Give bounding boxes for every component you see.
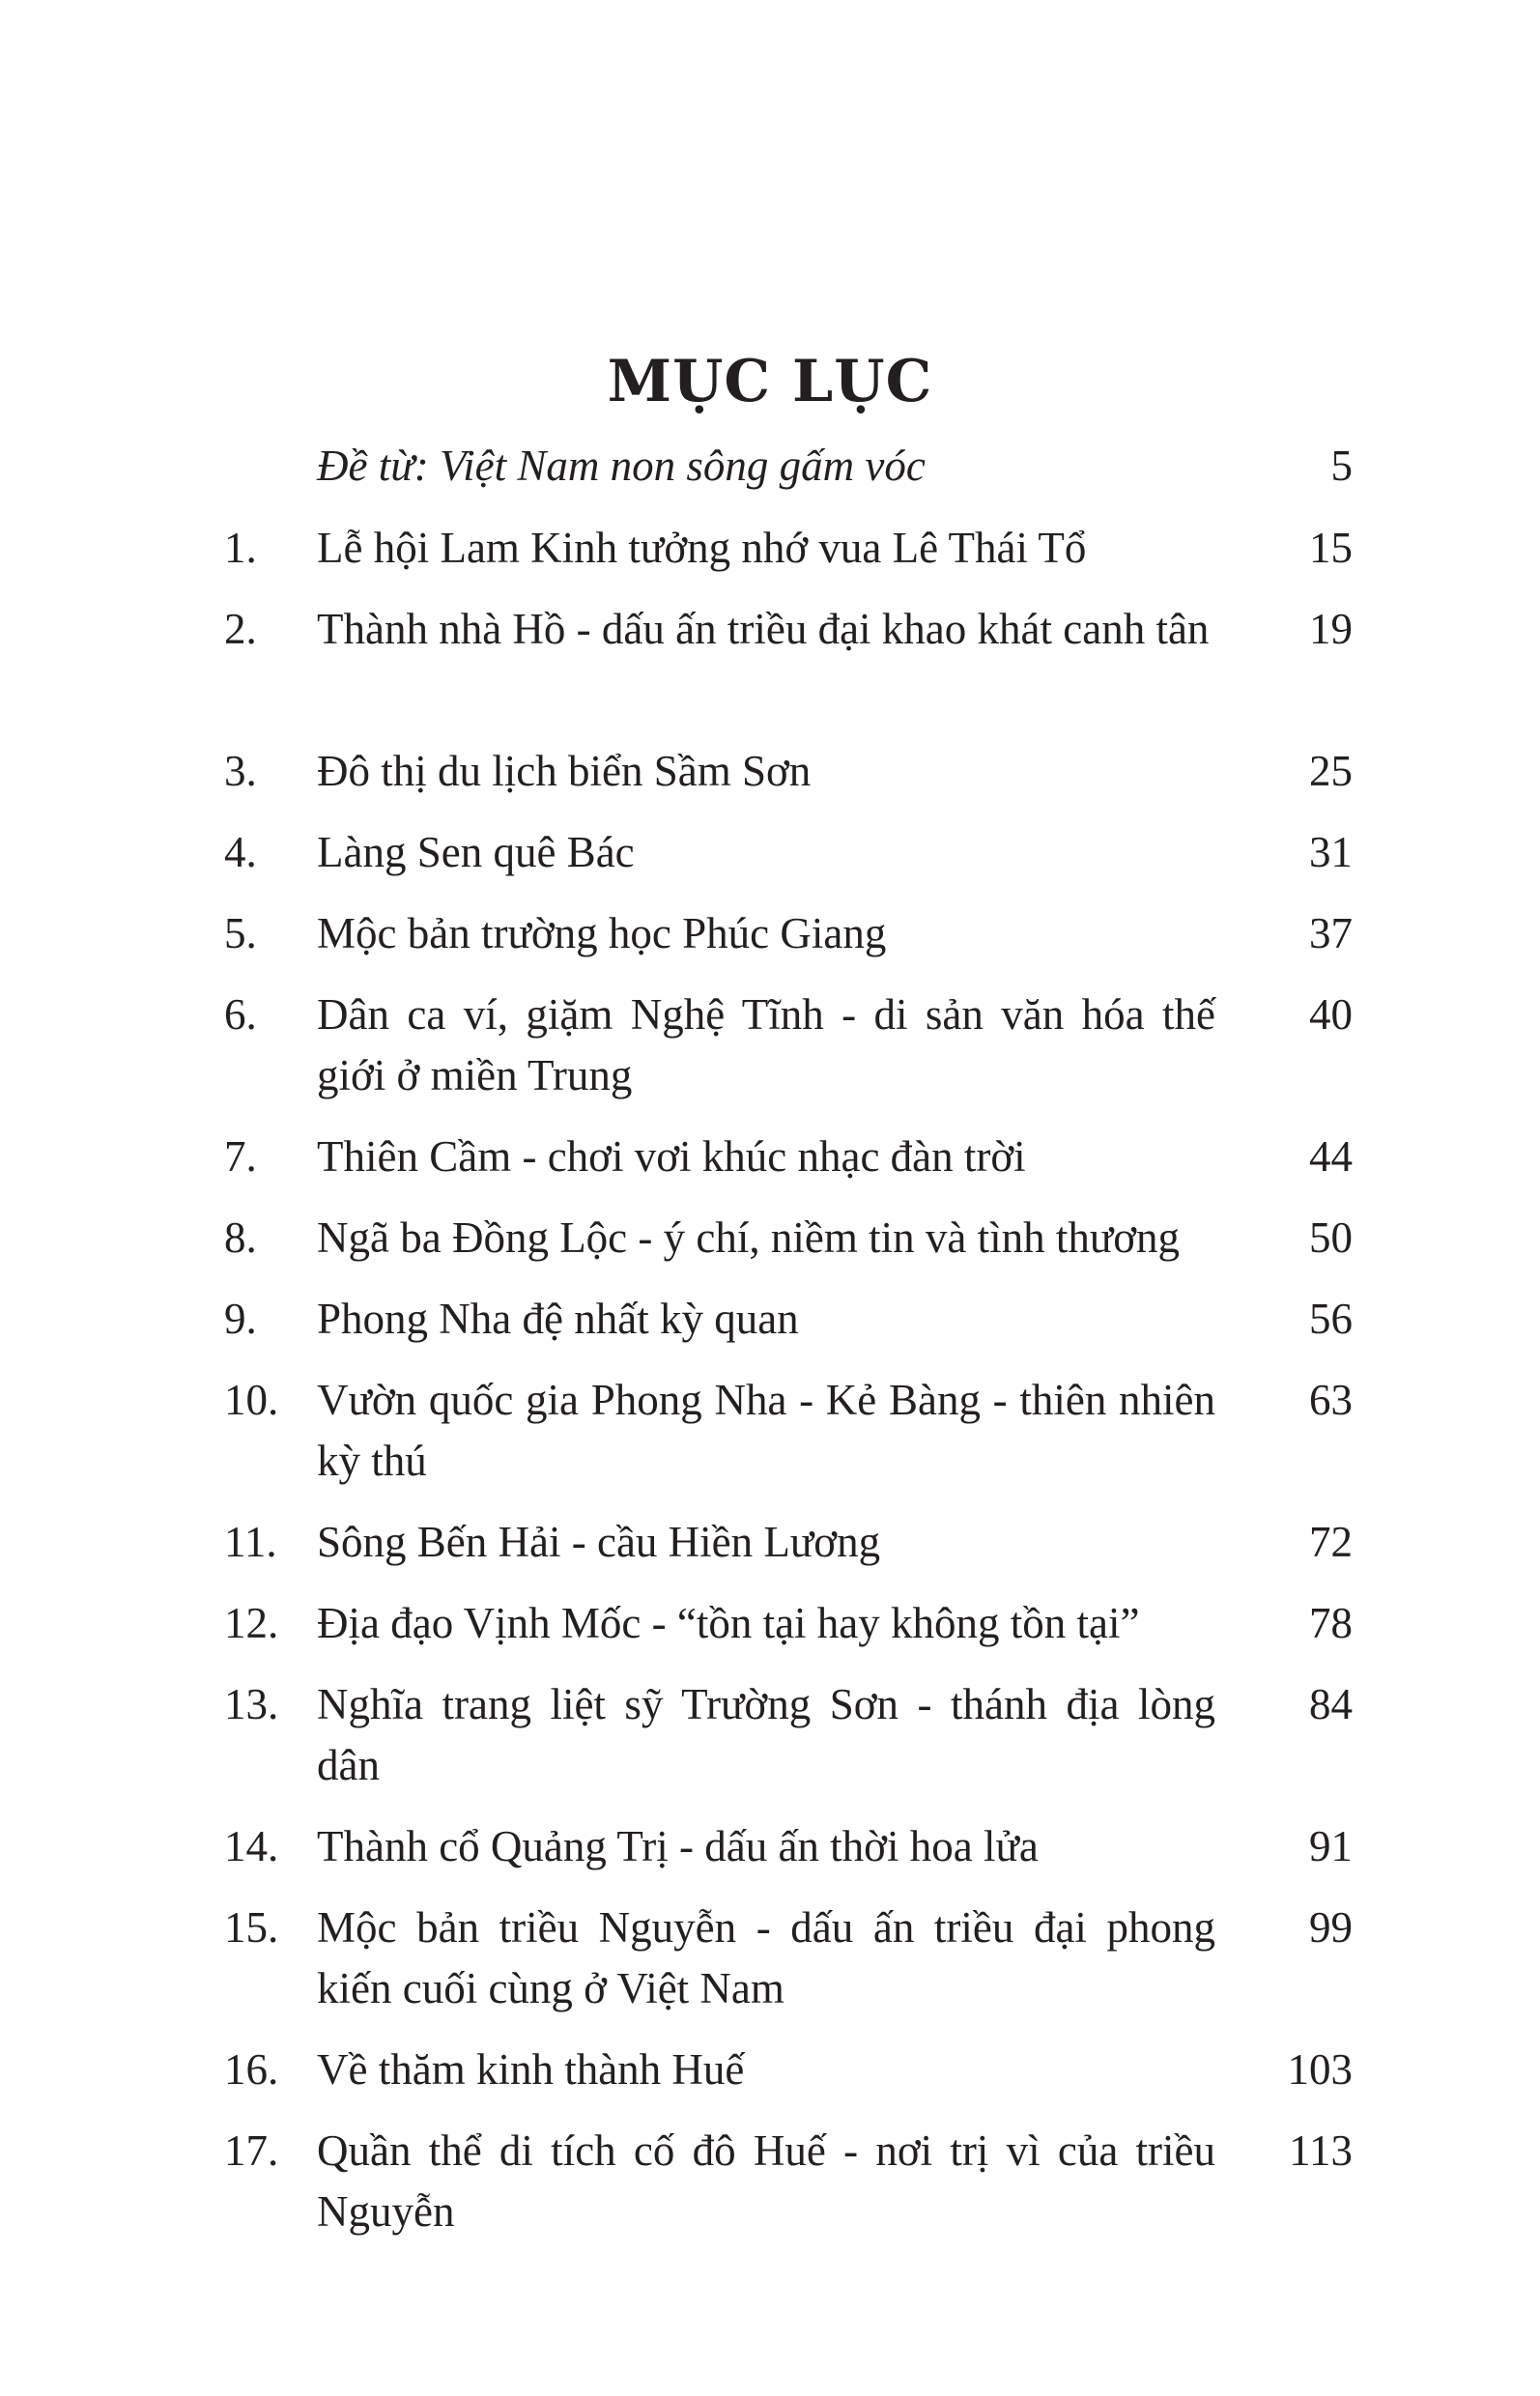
entry-title: Thiên Cầm - chơi vơi khúc nhạc đàn trời [317,1132,1026,1181]
entry-page-number: 19 [1309,605,1353,653]
entry-number: 15. [224,1903,279,1952]
entry-number: 8. [224,1213,257,1262]
entry-title: Đô thị du lịch biển Sầm Sơn [317,747,812,795]
entry-title: Về thăm kinh thành Huế [317,2045,745,2094]
page-title: MỤC LỤC [607,348,933,415]
entry-page-number: 91 [1309,1822,1353,1870]
entry-title: Thành cổ Quảng Trị - dấu ấn thời hoa lửa [317,1822,1039,1870]
entry-title: Sông Bến Hải - cầu Hiền Lương [317,1518,881,1566]
entry-title: Thành nhà Hồ - dấu ấn triều đại khao khát canh tân [317,605,1210,653]
entry-title: Địa đạo Vịnh Mốc - “tồn tại hay không tồn tại” [317,1599,1140,1647]
entry-page-number: 78 [1309,1599,1353,1647]
entry-title: Mộc bản triều Nguyễn - dấu ấn triều đại phong kiến cuối cùng ở Việt Nam [317,1903,1215,2012]
entry-number: 9. [224,1295,257,1343]
entry-title: Vườn quốc gia Phong Nha - Kẻ Bàng - thiên nhiên kỳ thú [317,1376,1215,1485]
entry-title: Ngã ba Đồng Lộc - ý chí, niềm tin và tình thương [317,1213,1181,1262]
entry-number: 2. [224,605,257,653]
entry-page-number: 15 [1309,524,1353,572]
entry-page-number: 37 [1309,909,1353,957]
entry-page-number: 63 [1309,1376,1353,1424]
entry-title: Quần thể di tích cố đô Huế - nơi trị vì của triều Nguyễn [317,2126,1215,2236]
entry-title: Phong Nha đệ nhất kỳ quan [317,1295,799,1343]
entry-page-number: 56 [1309,1295,1353,1343]
entry-title: Nghĩa trang liệt sỹ Trường Sơn - thánh địa lòng dân [317,1680,1215,1789]
entry-number: 4. [224,828,257,876]
entry-page-number: 5 [1330,442,1353,490]
entry-page-number: 50 [1309,1213,1353,1262]
entry-number: 1. [224,524,257,572]
entry-number: 7. [224,1132,257,1181]
entry-number: 5. [224,909,257,957]
entry-number: 13. [224,1680,279,1728]
entry-page-number: 99 [1309,1903,1353,1952]
entry-page-number: 31 [1309,828,1353,876]
entry-title: Làng Sen quê Bác [317,828,635,876]
entry-page-number: 25 [1309,747,1353,795]
entry-number: 14. [224,1822,279,1870]
entry-number: 3. [224,747,257,795]
entry-number: 17. [224,2126,279,2175]
entry-number: 6. [224,990,257,1039]
entry-title: Mộc bản trường học Phúc Giang [317,909,887,957]
entry-page-number: 40 [1309,990,1353,1039]
entry-number: 10. [224,1376,279,1424]
entry-page-number: 84 [1309,1680,1353,1728]
entry-number: 11. [224,1518,277,1566]
entry-title: Lễ hội Lam Kinh tưởng nhớ vua Lê Thái Tổ [317,524,1087,572]
entry-page-number: 103 [1287,2045,1353,2094]
entry-page-number: 44 [1309,1132,1353,1181]
entry-title: Đề từ: Việt Nam non sông gấm vóc [317,442,926,490]
entry-page-number: 113 [1289,2126,1353,2175]
entry-number: 16. [224,2045,279,2094]
entry-number: 12. [224,1599,279,1647]
entry-title: Dân ca ví, giặm Nghệ Tĩnh - di sản văn hóa thế giới ở miền Trung [317,990,1215,1099]
entry-page-number: 72 [1309,1518,1353,1566]
